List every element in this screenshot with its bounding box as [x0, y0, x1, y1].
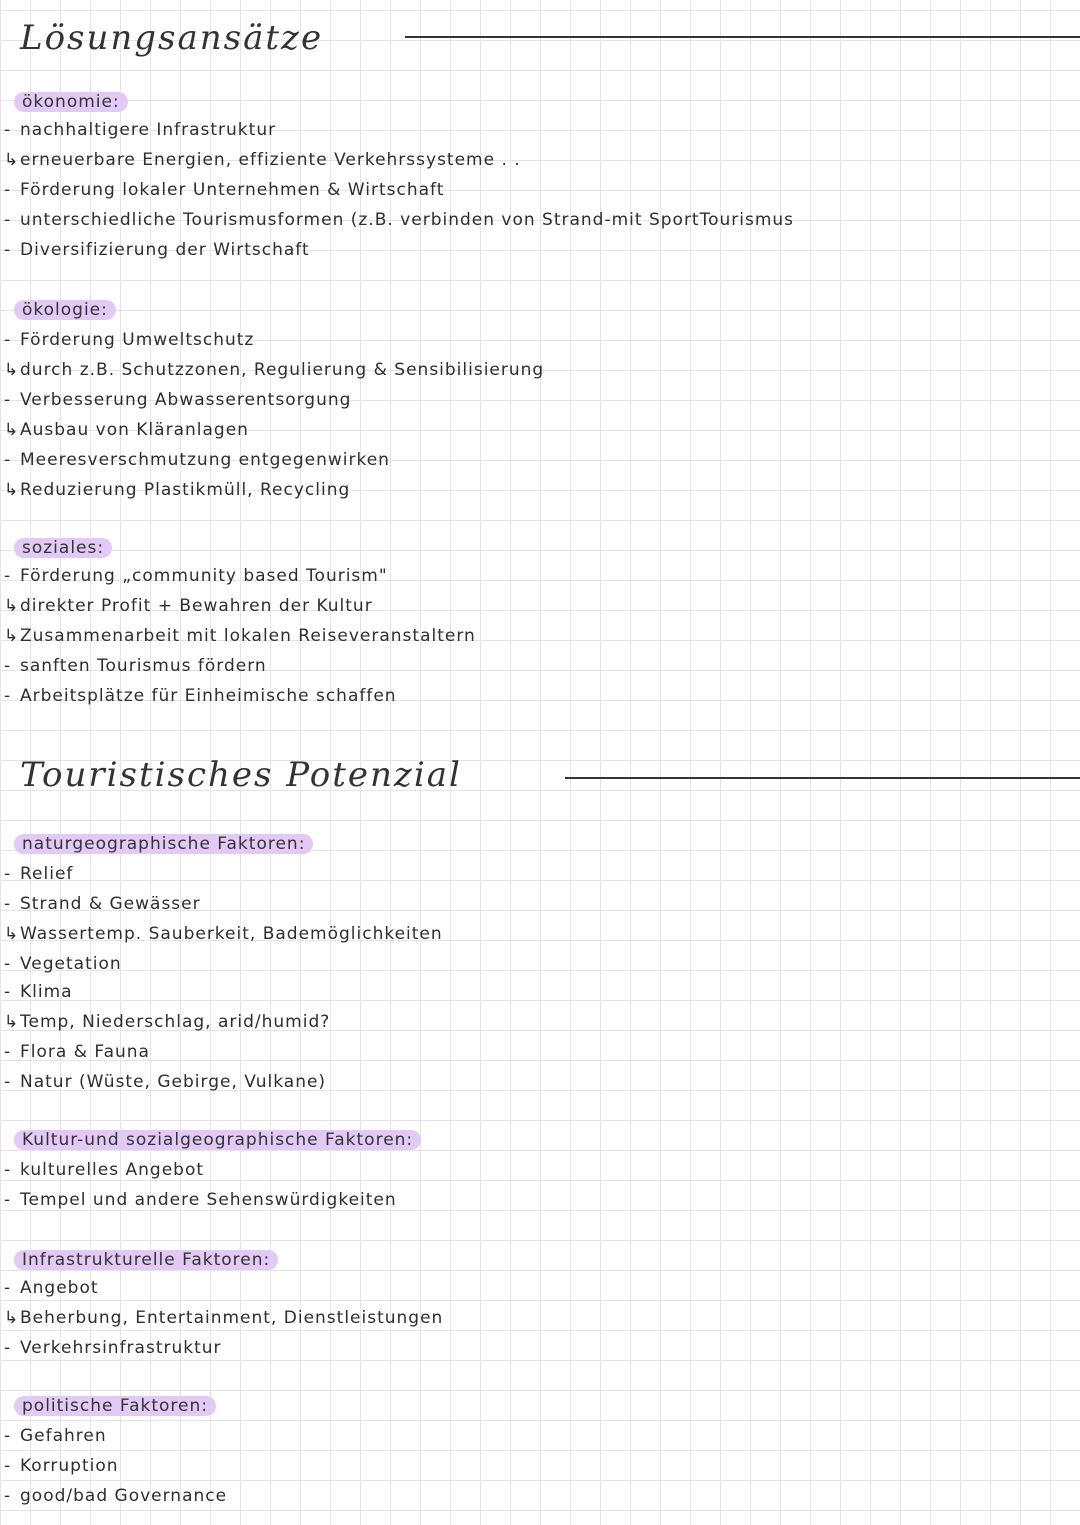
title-underline	[565, 777, 1080, 779]
list-item: - Förderung Umweltschutz	[4, 330, 255, 350]
list-item: - Tempel und andere Sehenswürdigkeiten	[4, 1190, 397, 1210]
list-item: ↳Zusammenarbeit mit lokalen Reiseveranstaltern	[4, 626, 476, 646]
heading-oekologie: ökologie:	[14, 300, 116, 320]
list-item: - Korruption	[4, 1456, 119, 1476]
heading-politische-faktoren: politische Faktoren:	[14, 1396, 216, 1416]
list-item: - unterschiedliche Tourismusformen (z.B. verbinden von Strand-mit SportTourismus	[4, 210, 795, 230]
heading-oekonomie: ökonomie:	[14, 92, 128, 112]
list-item: - Verbesserung Abwasserentsorgung	[4, 390, 352, 410]
section-title-touristisches-potenzial: Touristisches Potenzial	[20, 755, 462, 795]
list-item: - Klima	[4, 982, 73, 1002]
heading-infrastrukturelle-faktoren: Infrastrukturelle Faktoren:	[14, 1250, 278, 1270]
title-underline	[405, 36, 1080, 38]
list-item: - Natur (Wüste, Gebirge, Vulkane)	[4, 1072, 327, 1092]
list-item: - Angebot	[4, 1278, 99, 1298]
list-item: - Arbeitsplätze für Einheimische schaffen	[4, 686, 397, 706]
list-item: ↳erneuerbare Energien, effiziente Verkehrssysteme . .	[4, 150, 521, 170]
list-item: - Flora & Fauna	[4, 1042, 150, 1062]
list-item: ↳Reduzierung Plastikmüll, Recycling	[4, 480, 351, 500]
list-item: - Vegetation	[4, 954, 122, 974]
heading-kultur-sozialgeographische-faktoren: Kultur-und sozialgeographische Faktoren:	[14, 1130, 421, 1150]
heading-soziales: soziales:	[14, 538, 112, 558]
list-item: - nachhaltigere Infrastruktur	[4, 120, 277, 140]
list-item: ↳Wassertemp. Sauberkeit, Bademöglichkeiten	[4, 924, 443, 944]
list-item: ↳Ausbau von Kläranlagen	[4, 420, 249, 440]
list-item: - sanften Tourismus fördern	[4, 656, 267, 676]
list-item: - Meeresverschmutzung entgegenwirken	[4, 450, 390, 470]
list-item: - kulturelles Angebot	[4, 1160, 205, 1180]
list-item: - Gefahren	[4, 1426, 107, 1446]
list-item: ↳Temp, Niederschlag, arid/humid?	[4, 1012, 331, 1032]
heading-naturgeographische-faktoren: naturgeographische Faktoren:	[14, 834, 313, 854]
list-item: ↳direkter Profit + Bewahren der Kultur	[4, 596, 373, 616]
list-item: ↳durch z.B. Schutzzonen, Regulierung & Sensibilisierung	[4, 360, 545, 380]
list-item: - good/bad Governance	[4, 1486, 228, 1506]
list-item: - Relief	[4, 864, 74, 884]
list-item: - Diversifizierung der Wirtschaft	[4, 240, 310, 260]
list-item: - Förderung lokaler Unternehmen & Wirtschaft	[4, 180, 445, 200]
list-item: - Verkehrsinfrastruktur	[4, 1338, 222, 1358]
list-item: ↳Beherbung, Entertainment, Dienstleistungen	[4, 1308, 444, 1328]
section-title-loesungsansaetze: Lösungsansätze	[20, 18, 324, 58]
list-item: - Förderung „community based Tourism"	[4, 566, 388, 586]
list-item: - Strand & Gewässer	[4, 894, 201, 914]
